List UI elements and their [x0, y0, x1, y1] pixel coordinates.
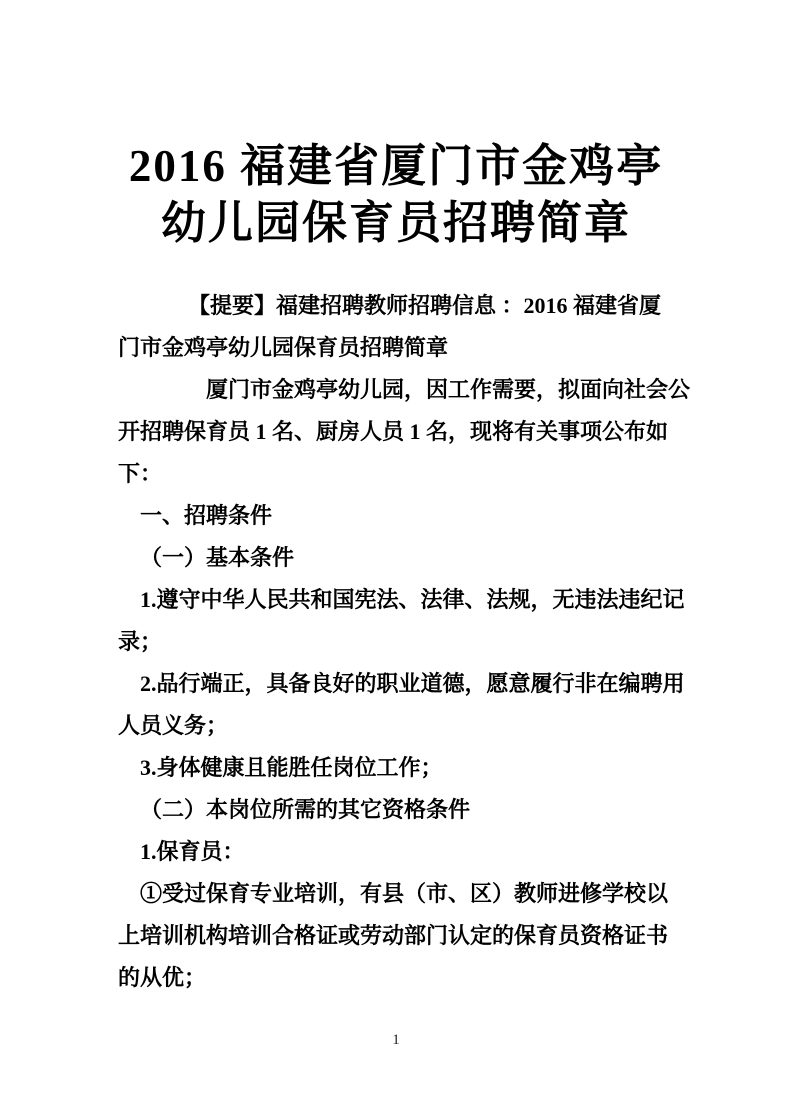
body-line-cert-3: 的从优； — [118, 965, 207, 990]
body-line-cert-1: ①受过保育专业培训，有县（市、区）教师进修学校以 — [140, 881, 669, 906]
body-line-nursery-role: 1.保育员： — [140, 839, 245, 864]
body-line-cert-2: 上培训机构培训合格证或劳动部门认定的保育员资格证书 — [118, 923, 669, 948]
body-line-item1-1: 1.遵守中华人民共和国宪法、法律、法规，无违法违纪记 — [140, 587, 685, 612]
title-line-2: 幼儿园保育员招聘简章 — [160, 198, 631, 248]
document-body — [118, 285, 691, 999]
body-line-intro-3: 下： — [118, 461, 163, 486]
body-line-intro-1: 厦门市金鸡亭幼儿园，因工作需要，拟面向社会公 — [206, 377, 691, 402]
heading-basic-conditions: （一）基本条件 — [140, 545, 295, 570]
heading-section-1: 一、招聘条件 — [140, 503, 273, 528]
body-line-item1-2: 录； — [118, 629, 163, 654]
body-line-item3: 3.身体健康且能胜任岗位工作； — [140, 755, 443, 780]
title-line-1: 2016 福建省厦门市金鸡亭 — [128, 141, 664, 191]
body-line-item2-1: 2.品行端正，具备良好的职业道德，愿意履行非在编聘用 — [140, 671, 685, 696]
heading-other-conditions: （二）本岗位所需的其它资格条件 — [140, 797, 471, 822]
body-line-item2-2: 人员义务； — [118, 713, 229, 738]
page-number: 1 — [392, 1032, 400, 1048]
body-line-abstract-2: 门市金鸡亭幼儿园保育员招聘简章 — [118, 335, 449, 360]
body-line-intro-2: 开招聘保育员 1 名、厨房人员 1 名，现将有关事项公布如 — [118, 419, 669, 444]
body-line-abstract-1: 【提要】福建招聘教师招聘信息 ：2016 福建省厦 — [188, 293, 662, 318]
document-title — [0, 138, 792, 252]
